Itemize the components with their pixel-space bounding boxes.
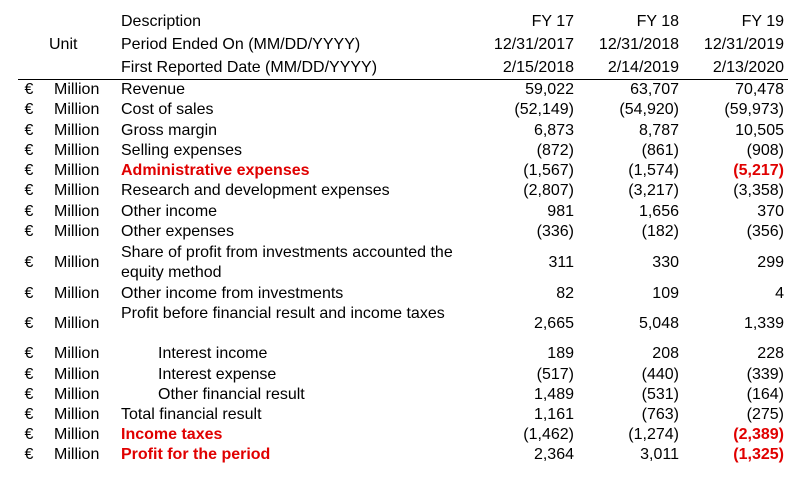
period-header: Period Ended On (MM/DD/YYYY) (121, 36, 361, 53)
currency-cell: € (24, 223, 34, 240)
fy18-value: (54,920) (619, 101, 679, 118)
description-cell: Other financial result (158, 386, 305, 403)
fy19-value: 10,505 (735, 122, 784, 139)
unit-cell: Million (54, 101, 100, 118)
fy18-header: FY 18 (636, 13, 679, 30)
unit-cell: Million (54, 142, 100, 159)
table-row (0, 100, 810, 120)
description-header: Description (121, 13, 202, 30)
fy19-value: (908) (746, 142, 784, 159)
fy18-value: 3,011 (640, 446, 679, 463)
fy19-value: (356) (746, 223, 784, 240)
fy18-value: (3,217) (628, 182, 679, 199)
currency-cell: € (24, 162, 34, 179)
fy17-value: 59,022 (525, 81, 574, 98)
fy19-value: (164) (746, 386, 784, 403)
unit-cell: Million (54, 426, 100, 443)
table-row (0, 222, 810, 242)
description-cell-highlighted: Profit for the period (121, 446, 271, 463)
currency-cell: € (24, 446, 34, 463)
currency-cell: € (24, 386, 34, 403)
table-row (0, 445, 810, 465)
description-cell: Cost of sales (121, 101, 214, 118)
description-cell: Revenue (121, 81, 186, 98)
fy18-value: 8,787 (638, 122, 679, 139)
description-cell-highlighted: Administrative expenses (121, 162, 310, 179)
fy19-reported: 2/13/2020 (712, 59, 784, 76)
table-row (0, 243, 810, 283)
currency-cell: € (24, 142, 34, 159)
description-cell: Selling expenses (121, 142, 242, 159)
table-row (0, 284, 810, 304)
description-cell: Other income (121, 203, 218, 220)
fy18-value: 208 (652, 345, 679, 362)
table-row (0, 80, 810, 100)
fy17-period: 12/31/2017 (493, 36, 574, 53)
unit-cell: Million (54, 122, 100, 139)
fy17-value: (872) (536, 142, 574, 159)
fy19-header: FY 19 (741, 13, 784, 30)
description-cell: Interest income (158, 345, 268, 362)
table-row (0, 181, 810, 201)
fy18-value: (763) (641, 406, 679, 423)
currency-cell: € (24, 366, 34, 383)
currency-cell: € (24, 81, 34, 98)
fy17-value: 189 (547, 345, 574, 362)
fy18-value: 63,707 (630, 81, 679, 98)
unit-cell: Million (54, 254, 100, 271)
fy18-value: 109 (652, 285, 679, 302)
fy17-value: 82 (556, 285, 574, 302)
fy17-value: 2,665 (533, 315, 574, 332)
fy17-value: (1,462) (523, 426, 574, 443)
fy17-value: (52,149) (514, 101, 574, 118)
currency-cell: € (24, 285, 34, 302)
fy19-value: (275) (746, 406, 784, 423)
unit-cell: Million (54, 81, 100, 98)
table-row (0, 425, 810, 445)
header-row-fiscal-year (0, 12, 810, 32)
fy17-value: 1,161 (533, 406, 574, 423)
table-row (0, 202, 810, 222)
unit-cell: Million (54, 203, 100, 220)
fy18-reported: 2/14/2019 (607, 59, 679, 76)
table-row (0, 141, 810, 161)
description-cell: Research and development expenses (121, 182, 390, 199)
fy17-value: 2,364 (533, 446, 574, 463)
currency-cell: € (24, 122, 34, 139)
fy18-period: 12/31/2018 (598, 36, 679, 53)
fy19-value-highlighted: (5,217) (733, 162, 784, 179)
table-row (0, 304, 810, 344)
description-cell: Other expenses (121, 223, 234, 240)
unit-cell: Million (54, 285, 100, 302)
description-cell: Interest expense (158, 366, 277, 383)
description-cell: Profit before financial result and income taxes (121, 305, 445, 322)
currency-cell: € (24, 406, 34, 423)
fy17-value: (2,807) (523, 182, 574, 199)
unit-cell: Million (54, 162, 100, 179)
first-reported-header: First Reported Date (MM/DD/YYYY) (121, 59, 378, 76)
table-row (0, 121, 810, 141)
fy17-value: 311 (548, 254, 574, 271)
currency-cell: € (24, 345, 34, 362)
fy17-value: 6,873 (533, 122, 574, 139)
currency-cell: € (24, 254, 34, 271)
fy17-header: FY 17 (531, 13, 574, 30)
fy18-value: (182) (641, 223, 679, 240)
description-cell: Other income from investments (121, 285, 344, 302)
unit-cell: Million (54, 386, 100, 403)
unit-header: Unit (49, 36, 78, 53)
table-row (0, 344, 810, 364)
fy19-value: 370 (757, 203, 784, 220)
fy19-period: 12/31/2019 (703, 36, 784, 53)
fy18-value: (440) (641, 366, 679, 383)
fy17-value: (1,567) (523, 162, 574, 179)
table-row (0, 405, 810, 425)
unit-cell: Million (54, 446, 100, 463)
table-row (0, 385, 810, 405)
description-cell: Total financial result (121, 406, 262, 423)
description-cell: Gross margin (121, 122, 218, 139)
table-row (0, 365, 810, 385)
fy19-value-highlighted: (2,389) (733, 426, 784, 443)
currency-cell: € (24, 315, 34, 332)
unit-cell: Million (54, 223, 100, 240)
fy18-value: (1,274) (628, 426, 679, 443)
fy17-value: 981 (547, 203, 574, 220)
fy19-value-highlighted: (1,325) (733, 446, 784, 463)
currency-cell: € (24, 426, 34, 443)
fy18-value: 5,048 (638, 315, 679, 332)
table-row (0, 161, 810, 181)
fy19-value: (59,973) (724, 101, 784, 118)
fy18-value: 330 (652, 254, 679, 271)
unit-cell: Million (54, 182, 100, 199)
fy17-value: 1,489 (533, 386, 574, 403)
currency-cell: € (24, 203, 34, 220)
currency-cell: € (24, 182, 34, 199)
description-cell-highlighted: Income taxes (121, 426, 223, 443)
description-cell: Share of profit from investments accounted the equity method (121, 244, 453, 281)
fy19-value: (3,358) (733, 182, 784, 199)
header-row-first-reported (0, 58, 810, 78)
unit-cell: Million (54, 366, 100, 383)
unit-cell: Million (54, 406, 100, 423)
header-row-period (0, 35, 810, 55)
fy19-value: 299 (757, 254, 784, 271)
fy17-value: (517) (536, 366, 574, 383)
fy17-value: (336) (536, 223, 574, 240)
fy19-value: 1,339 (743, 315, 784, 332)
fy19-value: 70,478 (735, 81, 784, 98)
fy19-value: (339) (746, 366, 784, 383)
fy18-value: 1,656 (638, 203, 679, 220)
fy18-value: (1,574) (628, 162, 679, 179)
fy19-value: 228 (757, 345, 784, 362)
currency-cell: € (24, 101, 34, 118)
fy18-value: (861) (641, 142, 679, 159)
unit-cell: Million (54, 345, 100, 362)
fy18-value: (531) (641, 386, 679, 403)
fy17-reported: 2/15/2018 (502, 59, 574, 76)
fy19-value: 4 (775, 285, 784, 302)
unit-cell: Million (54, 315, 100, 332)
